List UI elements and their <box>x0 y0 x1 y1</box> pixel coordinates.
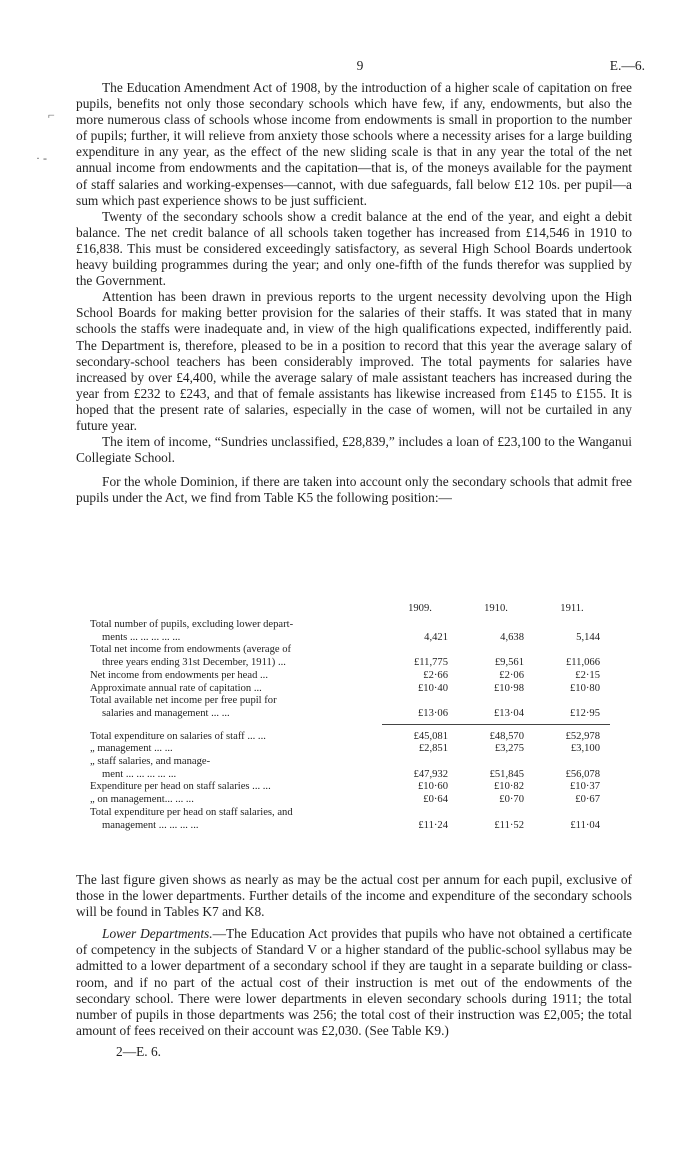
table-row <box>90 632 640 645</box>
row-label: „ on management... ... ... <box>90 794 194 806</box>
cell-value: £52,978 <box>565 730 600 742</box>
table-row <box>90 657 640 670</box>
row-label: ment ... ... ... ... ... <box>102 768 177 780</box>
row-label: Expenditure per head on staff salaries ... ... <box>90 781 271 793</box>
cell-value: £0·64 <box>423 794 448 806</box>
row-label: salaries and management ... ... <box>102 707 230 719</box>
cell-value: £2·06 <box>499 669 524 681</box>
table-row <box>90 695 640 708</box>
table-row <box>90 756 640 769</box>
cell-value: £10·40 <box>417 682 448 694</box>
cell-value: £12·95 <box>569 707 600 719</box>
lower-departments-heading: Lower Departments. <box>102 926 213 942</box>
table-rule <box>90 724 640 725</box>
cell-value: £10·82 <box>493 781 524 793</box>
paragraph: The last figure given shows as nearly as may be the actual cost per annum for each pupil, exclusive of those in the lower departments. Further details of the income and expenditure of the secondary schools will be found in Tables K7 and K8. <box>76 872 632 920</box>
row-label: Total available net income per free pupil for <box>90 695 277 707</box>
cell-value: £10·37 <box>569 781 600 793</box>
table-row <box>90 769 640 782</box>
table-row <box>90 683 640 696</box>
paragraph: The Education Amendment Act of 1908, by the introduction of a higher scale of capitation on free pupils, benefits not only those secondary schools which have few, if any, endowments, but also the more numerous class of schools whose income from endowments is small in proportion to the number of pupils; further, it will relieve from anxiety those schools where a necessity arises for a large building expenditure in any year, as the effect of the new sliding scale is that in any year the total of the net annual income from endowments and the capitation—that is, of the moneys available for the payment of staff salaries and working-expenses—cannot, with due safeguards, fall below £12 10s. per pupil—a sum which past experience shows to be just sufficient. <box>76 80 632 208</box>
cell-value: £13·06 <box>417 707 448 719</box>
cell-value: £10·80 <box>569 682 600 694</box>
row-label: ments ... ... ... ... ... <box>102 631 181 643</box>
table-row <box>90 708 640 721</box>
cell-value: £13·04 <box>493 707 524 719</box>
paragraph: Attention has been drawn in previous reports to the urgent necessity devolving upon the High School Boards for making better provision for the salaries of their staffs. It was stated that in many schools the staffs were inadequate and, in view of the high qualifications expected, indifferently paid. The Department is, therefore, pleased to be in a position to record that this year the average salary of secondary-school teachers has been considerably improved. The total payments for salaries have increased by over £4,400, while the average salary of male assistant teachers has increased during the year from £232 to £243, and that of female assistants has likewise increased from £145 to £155. It is hoped that the present rate of salaries, especially in the case of women, will not be curtailed in any future year. <box>76 289 632 433</box>
cell-value: £2·15 <box>575 669 600 681</box>
table-row <box>90 619 640 632</box>
row-label: three years ending 31st December, 1911) ... <box>102 657 286 669</box>
cell-value: £11,775 <box>413 657 448 669</box>
paragraph: For the whole Dominion, if there are taken into account only the secondary schools that admit free pupils under the Act, we find from Table K5 the following position:— <box>76 474 632 506</box>
row-label: Approximate annual rate of capitation ... <box>90 682 262 694</box>
cell-value: £9,561 <box>494 657 524 669</box>
paragraph: Twenty of the secondary schools show a credit balance at the end of the year, and eight a debit balance. The net credit balance of all schools taken together has increased from £14,546 in 1910 to £16,838. This must be considered exceedingly satisfactory, as several High School Boards undertook heavy building programmes during the year; and only one-fifth of the funds therefor was supplied by the Government. <box>76 208 632 289</box>
table-row <box>90 820 640 833</box>
document-reference: E.—6. <box>609 58 645 73</box>
column-header: 1911. <box>560 603 584 614</box>
cell-value: £10·60 <box>417 781 448 793</box>
cell-value: £56,078 <box>565 768 600 780</box>
row-label: Total net income from endowments (average of <box>90 644 292 656</box>
cell-value: £3,275 <box>494 743 524 755</box>
row-label: „ management ... ... <box>90 743 173 755</box>
cell-value: £51,845 <box>489 768 524 780</box>
column-header: 1909. <box>408 603 432 614</box>
row-label: Net income from endowments per head ... <box>90 669 268 681</box>
row-label: Total expenditure on salaries of staff ... ... <box>90 730 266 742</box>
paragraph: The item of income, “Sundries unclassified, £28,839,” includes a loan of £23,100 to the Wanganui Collegiate School. <box>76 434 632 466</box>
cell-value: £11,066 <box>565 657 600 669</box>
cell-value: £2,851 <box>418 743 448 755</box>
row-label: management ... ... ... ... <box>102 819 199 831</box>
table-row <box>90 670 640 683</box>
row-label: Total expenditure per head on staff salaries, and <box>90 806 293 818</box>
cell-value: £47,932 <box>413 768 448 780</box>
table-row <box>90 731 640 744</box>
cell-value: £10·98 <box>493 682 524 694</box>
cell-value: £11·52 <box>494 819 524 831</box>
cell-value: £11·04 <box>570 819 600 831</box>
finance-table <box>90 603 640 832</box>
row-label: „ staff salaries, and manage- <box>90 756 211 768</box>
cell-value: £2·66 <box>423 669 448 681</box>
body-text-top <box>76 80 632 506</box>
table-row <box>90 743 640 756</box>
table-row <box>90 807 640 820</box>
page-number: 9 <box>356 58 364 73</box>
cell-value: £48,570 <box>489 730 524 742</box>
cell-value: £0·70 <box>499 794 524 806</box>
cell-value: £45,081 <box>413 730 448 742</box>
row-label: Total number of pupils, excluding lower depart- <box>90 619 294 630</box>
cell-value: 4,421 <box>424 631 448 643</box>
margin-mark: · - <box>36 151 47 165</box>
lower-departments-text: —The Education Act provides that pupils who have not obtained a certificate of competency in the subjects of Standard V or a higher standard of the public-school syllabus may be admitted to a lower department of a secondary school if they are taught in a separate building or class-room, and if no part of the actual cost of their instruction is met out of the endowments of the secondary school. There were lower departments in eleven secondary schools during 1911; the total number of pupils in those departments was 256; the total cost of their instruction was £2,005; the total amount of fees received on their account was £2,030. (See Table K9.) <box>76 926 632 1038</box>
margin-mark: ⌐ <box>48 108 55 122</box>
cell-value: 5,144 <box>576 631 600 643</box>
table-row <box>90 781 640 794</box>
paragraph-lower-departments <box>76 926 632 1039</box>
cell-value: £11·24 <box>418 819 448 831</box>
table-row <box>90 644 640 657</box>
table-row <box>90 794 640 807</box>
column-header: 1910. <box>484 603 508 614</box>
table-header-row <box>90 603 640 619</box>
signature-footer: 2—E. 6. <box>116 1044 162 1059</box>
cell-value: 4,638 <box>500 631 524 643</box>
cell-value: £0·67 <box>575 794 600 806</box>
body-text-bottom <box>76 872 632 1039</box>
cell-value: £3,100 <box>570 743 600 755</box>
